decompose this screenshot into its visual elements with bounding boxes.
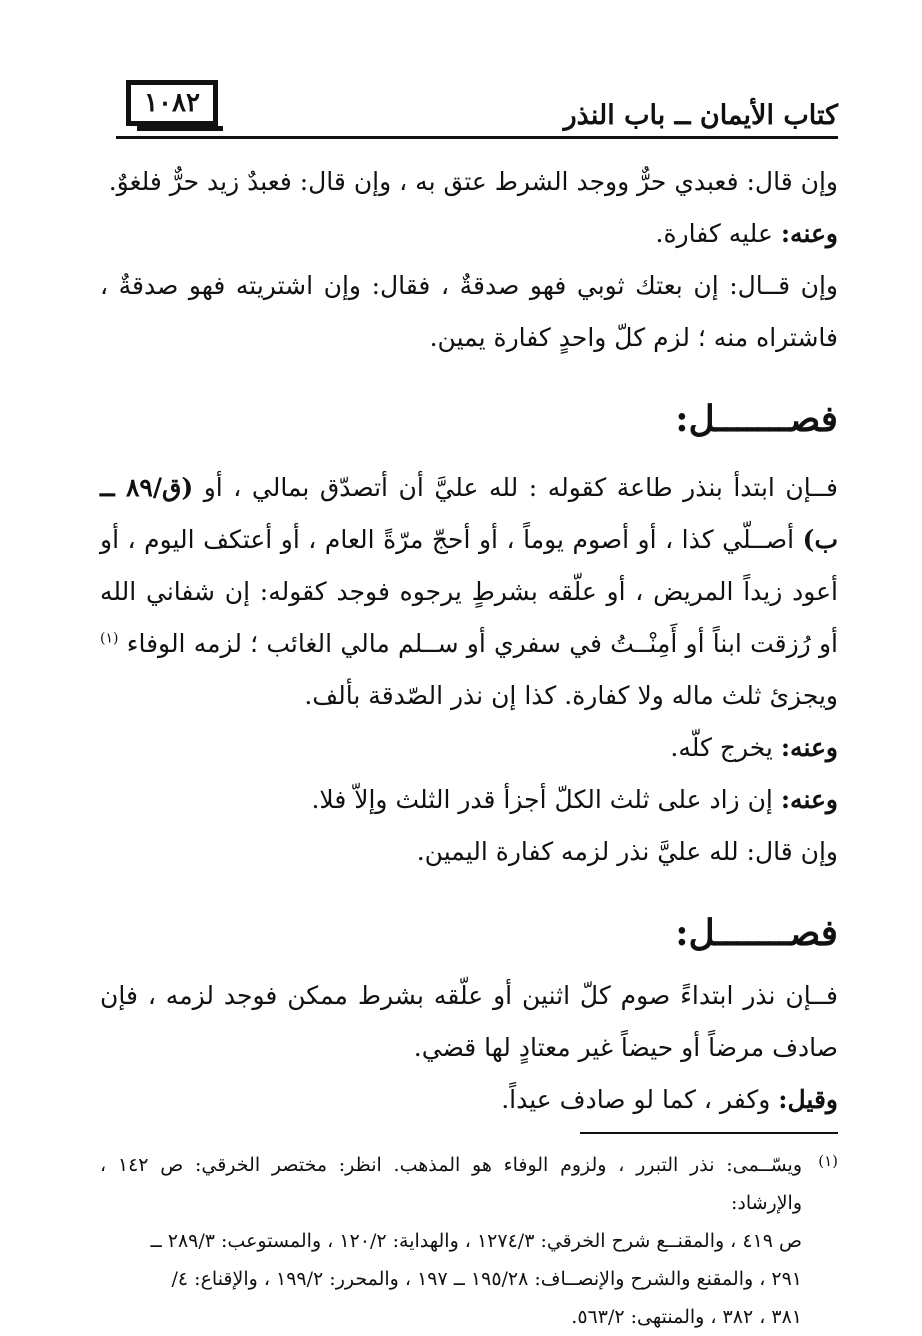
footnote-rule xyxy=(580,1132,838,1134)
page-number: ١٠٨٢ xyxy=(144,88,200,118)
paragraph-text: فــإن ابتدأ بنذر طاعة كقوله : لله عليَّ أن أتصدّق بمالي ، أو xyxy=(193,473,838,502)
footnote-ref: (١) xyxy=(100,630,119,647)
footnote-line: ٣٨١ ، ٣٨٢ ، والمنتهى: ٥٦٣/٢. xyxy=(571,1306,802,1328)
paragraph-text: وكفر ، كما لو صادف عيداً. xyxy=(501,1085,779,1114)
paragraph-text: إن زاد على ثلث الكلّ أجزأ قدر الثلث وإلاّ فلا. xyxy=(311,785,781,814)
paragraph xyxy=(100,462,838,722)
paragraph xyxy=(100,722,838,774)
section-2-block xyxy=(100,970,838,1126)
paragraph xyxy=(100,208,838,260)
footnote xyxy=(100,1146,802,1336)
paragraph-label: وعنه: xyxy=(780,785,838,814)
paragraph-label: وعنه: xyxy=(780,733,838,762)
paragraph: فــإن نذر ابتداءً صوم كلّ اثنين أو علّقه بشرط ممكن فوجد لزمه ، فإن صادف مرضاً أو حيضاً غير معتادٍ لها قضي. xyxy=(100,981,838,1062)
page-number-box xyxy=(126,80,218,126)
paragraph-text: عليه كفارة. xyxy=(655,219,781,248)
paragraph-text: أصــلّي كذا ، أو أصوم يوماً ، أو أحجّ مرّةً العام ، أو أعتكف اليوم ، أو أعود زيداً المريض ، أو علّقه بشرطٍ يرجوه فوجد كقوله: إن شفاني الله أو رُزقت ابناً أو أَمِنْــتُ في سفري أو ســلم مالي الغائب ؛ لزمه الوفاء xyxy=(100,525,838,658)
top-text-block xyxy=(100,156,838,364)
header-rule xyxy=(116,136,838,139)
paragraph-label: وعنه: xyxy=(780,219,838,248)
paragraph-text: ويجزئ ثلث ماله ولا كفارة. كذا إن نذر الصّدقة بألف. xyxy=(304,681,838,710)
paragraph: وإن قال: لله عليَّ نذر لزمه كفارة اليمين. xyxy=(416,837,838,866)
paragraph: وإن قال: فعبدي حرٌّ ووجد الشرط عتق به ، وإن قال: فعبدٌ زيد حرٌّ فلغوٌ. xyxy=(108,167,838,196)
section-heading: فصـــــــل: xyxy=(675,912,838,954)
footnote-marker: (١) xyxy=(818,1152,838,1170)
manuscript-ref: (ق/٨٩ ــ ب) xyxy=(100,473,838,554)
running-title: كتاب الأيمان ــ باب النذر xyxy=(563,100,838,131)
paragraph xyxy=(100,1074,838,1126)
paragraph xyxy=(100,774,838,826)
section-heading: فصـــــــل: xyxy=(675,398,838,440)
paragraph: وإن قــال: إن بعتك ثوبي فهو صدقةٌ ، فقال: وإن اشتريته فهو صدقةٌ ، فاشتراه منه ؛ لزم كلّ واحدٍ كفارة يمين. xyxy=(100,271,838,352)
paragraph-label: وقيل: xyxy=(778,1085,838,1114)
footnote-line: ويسّــمى: نذر التبرر ، ولزوم الوفاء هو المذهب. انظر: مختصر الخرقي: ص ١٤٢ ، والإرشاد: xyxy=(100,1154,803,1214)
footnote-line: ص ٤١٩ ، والمقنــع شرح الخرقي: ١٢٧٤/٣ ، والهداية: ١٢٠/٢ ، والمستوعب: ٢٨٩/٣ ــ xyxy=(150,1230,802,1252)
paragraph-text: يخرج كلّه. xyxy=(670,733,781,762)
section-1-block xyxy=(100,462,838,878)
footnote-line: ٢٩١ ، والمقنع والشرح والإنصــاف: ١٩٥/٢٨ ــ ١٩٧ ، والمحرر: ١٩٩/٢ ، والإقناع: ٤/ xyxy=(171,1268,802,1290)
